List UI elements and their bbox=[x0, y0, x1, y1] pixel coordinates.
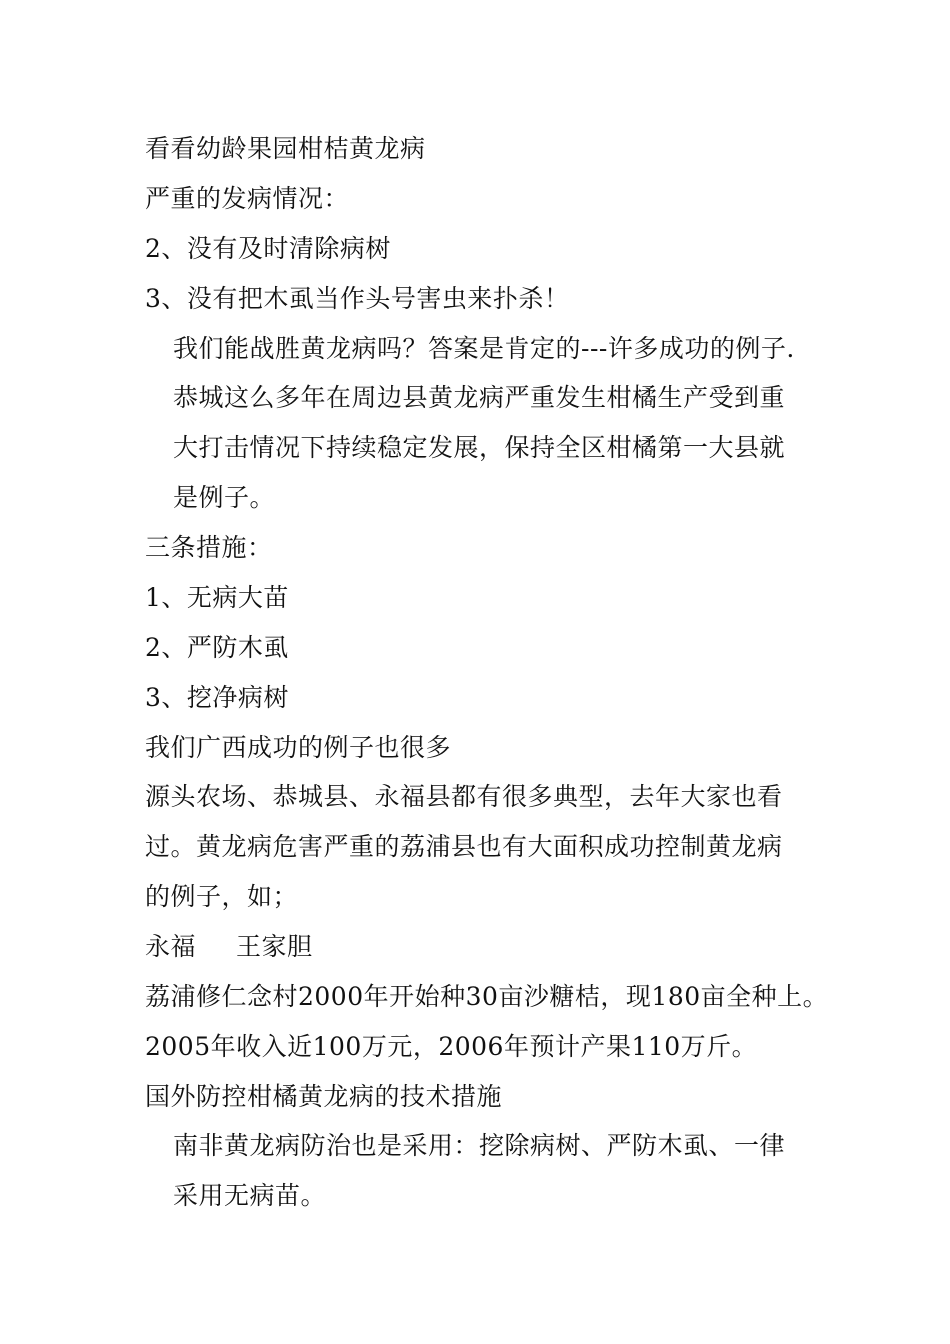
text-line-lipu-1: 荔浦修仁念村2000年开始种30亩沙糖桔，现180亩全种上。 bbox=[145, 982, 829, 1011]
text-line-title: 看看幼龄果园柑桔黄龙病 bbox=[145, 134, 426, 163]
text-line-yongfu bbox=[145, 932, 313, 962]
text-line-measure-2: 2、严防木虱 bbox=[145, 633, 289, 662]
text-line-paragraph-4: 是例子。 bbox=[173, 483, 276, 512]
text-line-south-africa-1: 南非黄龙病防治也是采用：挖除病树、严防木虱、一律 bbox=[173, 1131, 786, 1160]
yongfu-person: 王家胆 bbox=[236, 932, 313, 961]
text-line-lipu-2: 2005年收入近100万元，2006年预计产果110万斤。 bbox=[145, 1032, 758, 1061]
yongfu-place: 永福 bbox=[145, 932, 197, 961]
text-line-measures-heading: 三条措施： bbox=[145, 533, 273, 562]
text-line-reason-2: 2、没有及时清除病树 bbox=[145, 234, 391, 263]
text-line-reason-3: 3、没有把木虱当作头号害虫来扑杀！ bbox=[145, 284, 570, 313]
text-line-measure-1: 1、无病大苗 bbox=[145, 583, 289, 612]
text-line-south-africa-2: 采用无病苗。 bbox=[173, 1181, 327, 1210]
text-line-examples-2: 过。黄龙病危害严重的荔浦县也有大面积成功控制黄龙病 bbox=[145, 832, 783, 861]
text-line-measure-3: 3、挖净病树 bbox=[145, 683, 289, 712]
text-line-paragraph-2: 恭城这么多年在周边县黄龙病严重发生柑橘生产受到重 bbox=[173, 383, 786, 412]
text-line-guangxi-examples: 我们广西成功的例子也很多 bbox=[145, 733, 452, 762]
text-line-examples-1: 源头农场、恭城县、永福县都有很多典型，去年大家也看 bbox=[145, 782, 783, 811]
text-line-foreign-heading: 国外防控柑橘黄龙病的技术措施 bbox=[145, 1082, 503, 1111]
text-line-examples-3: 的例子，如； bbox=[145, 882, 299, 911]
text-line-paragraph-3: 大打击情况下持续稳定发展，保持全区柑橘第一大县就 bbox=[173, 433, 786, 462]
text-line-situation-heading: 严重的发病情况： bbox=[145, 184, 350, 213]
text-line-paragraph-1: 我们能战胜黄龙病吗？答案是肯定的---许多成功的例子. bbox=[173, 334, 795, 363]
